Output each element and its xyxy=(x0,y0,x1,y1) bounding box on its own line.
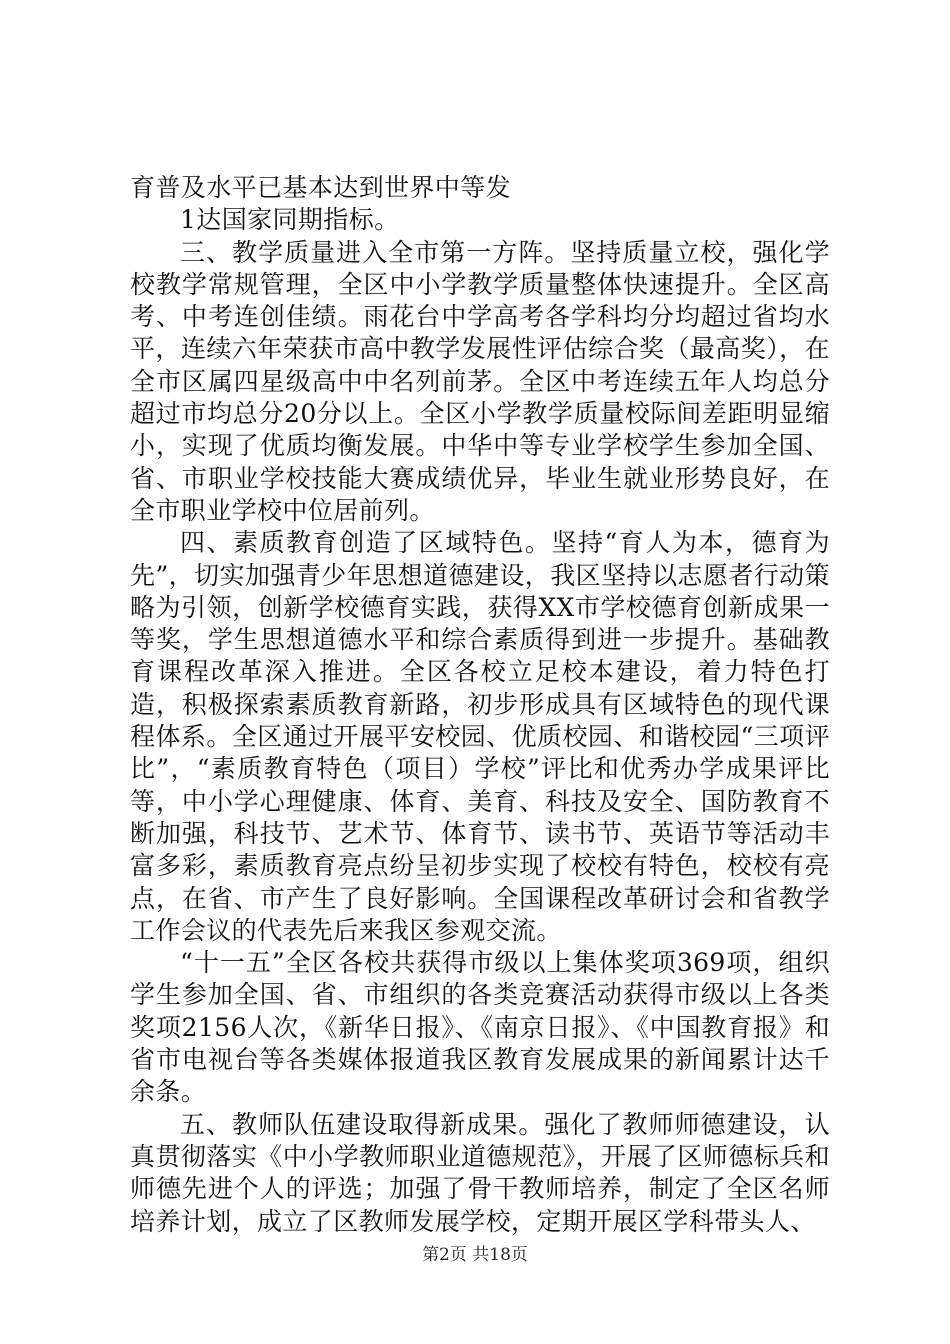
document-body xyxy=(130,172,830,1238)
paragraph-6: 五、教师队伍建设取得新成果。强化了教师师德建设，认真贯彻落实《中小学教师职业道德规范》，开展了区师德标兵和师德先进个人的评选；加强了骨干教师培养，制定了全区名师培养计划，成立了区教师发展学校，定期开展区学科带头人、 xyxy=(130,1109,830,1236)
paragraph-3: 三、教学质量进入全市第一方阵。坚持质量立校，强化学校教学常规管理，全区中小学教学质量整体快速提升。全区高考、中考连创佳绩。雨花台中学高考各学科均分均超过省均水平，连续六年荣获市高中教学发展性评估综合奖（最高奖），在全市区属四星级高中中名列前茅。全区中考连续五年人均总分超过市均总分20分以上。全区小学教学质量校际间差距明显缩小，实现了优质均衡发展。中华中等专业学校学生参加全国、省、市职业学校技能大赛成绩优异，毕业生就业形势良好，在全市职业学校中位居前列。 xyxy=(130,237,830,525)
paragraph-4: 四、素质教育创造了区域特色。坚持“育人为本，德育为先”，切实加强青少年思想道德建设，我区坚持以志愿者行动策略为引领，创新学校德育实践，获得XX市学校德育创新成果一等奖，学生思想道德水平和综合素质得到进一步提升。基础教育课程改革深入推进。全区各校立足校本建设，着力特色打造，积极探索素质教育新路，初步形成具有区域特色的现代课程体系。全区通过开展平安校园、优质校园、和谐校园“三项评比”，“素质教育特色（项目）学校”评比和优秀办学成果评比等，中小学心理健康、体育、美育、科技及安全、国防教育不断加强，科技节、艺术节、体育节、读书节、英语节等活动丰富多彩，素质教育亮点纷呈初步实现了校校有特色，校校有亮点，在省、市产生了良好影响。全国课程改革研讨会和省教学工作会议的代表先后来我区参观交流。 xyxy=(130,528,830,945)
paragraph-2: 1达国家同期指标。 xyxy=(180,205,400,235)
paragraph-5: “十一五”全区各校共获得市级以上集体奖项369项，组织学生参加全国、省、市组织的各类竞赛活动获得市级以上各类奖项2156人次，《新华日报》、《南京日报》、《中国教育报》和省市电视台等各类媒体报道我区教育发展成果的新闻累计达千余条。 xyxy=(130,948,830,1107)
paragraph-1: 育普及水平已基本达到世界中等发 xyxy=(130,173,512,202)
page-footer: 第2页 共18页 xyxy=(422,1245,528,1265)
